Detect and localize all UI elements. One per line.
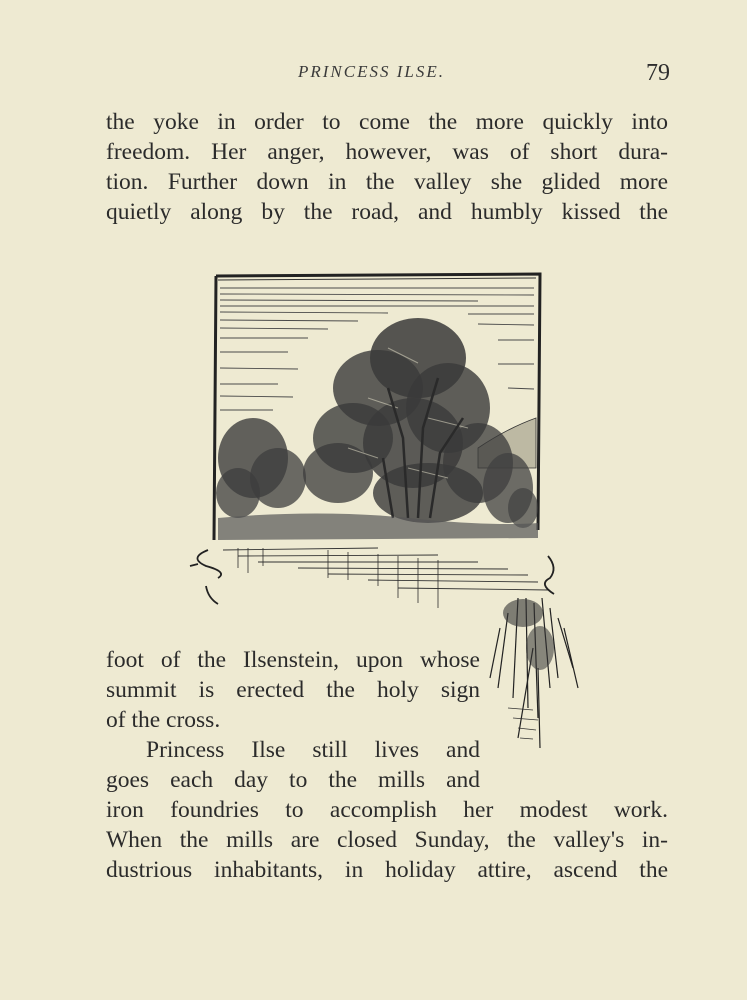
text-line: iron foundries to accomplish her modest work. <box>106 797 668 823</box>
running-title: PRINCESS ILSE. <box>298 62 445 81</box>
text-line: tion. Further down in the valley she glided more <box>106 169 668 195</box>
text-line: the yoke in order to come the more quickly into <box>106 109 668 135</box>
text-line: foot of the Ilsenstein, upon whose <box>106 647 480 673</box>
text-line: freedom. Her anger, however, was of short dura- <box>106 139 668 165</box>
text-line: Princess Ilse still lives and <box>146 737 480 763</box>
text-line: dustrious inhabitants, in holiday attire, ascend the <box>106 857 668 883</box>
text-line: quietly along by the road, and humbly kissed the <box>106 199 668 225</box>
text-line: summit is erected the holy sign <box>106 677 480 703</box>
text-line: of the cross. <box>106 707 221 733</box>
text-line: When the mills are closed Sunday, the valley's in- <box>106 827 668 853</box>
page-number: 79 <box>646 60 670 86</box>
text-line: goes each day to the mills and <box>106 767 480 793</box>
